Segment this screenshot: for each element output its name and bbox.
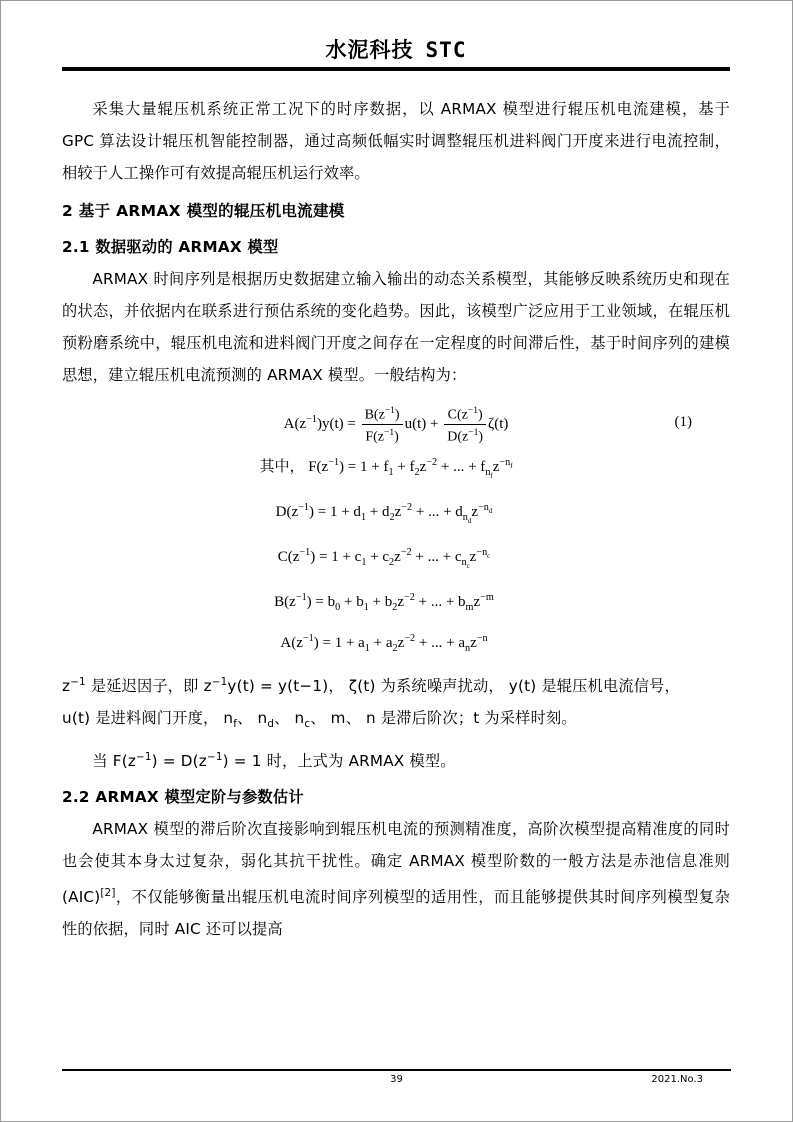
heading-subsection-2-1: 2.1 数据驱动的 ARMAX 模型 [62,238,279,256]
paragraph-2-1: ARMAX 时间序列是根据历史数据建立输入输出的动态关系模型，其能够反映系统历史和现在的状态，并依据内在联系进行预估系统的变化趋势。因此，该模型广泛应用于工业领域，在辊压机预粉磨系统中，辊压机电流和进料阀门开度之间存在一定程度的时间滞后性，基于时间序列的建模思想，建立辊压机电流预测的 ARMAX 模型。一般结构为： [62,270,730,384]
equation-D: $D(z^{-1}) = 1 + d_1 + d_2z^{-2}$ + ... + $d_{n_d}z^{-n_d}$ [275,502,493,526]
journal-title [326,34,467,64]
journal-title-abbr: STC [425,38,467,62]
paragraph-intro: 采集大量辊压机系统正常工况下的时序数据，以 ARMAX 模型进行辊压机电流建模，基于 GPC 算法设计辊压机智能控制器，通过高频低幅实时调整辊压机进料阀门开度来进行电流控制，相较于人工操作可有效提高辊压机运行效率。 [62,100,730,182]
notation-line-1: $z^{-1}$ 是延迟因子，即 $z^{-1}y(t) = y(t-1)$， ζ(t) 为系统噪声扰动， y(t) 是辊压机电流信号， [62,676,680,696]
paragraph-when-condition [62,741,730,777]
when-condition-text: 当 $F(z^{-1}) = D(z^{-1}) = 1$ 时，上式为 ARMAX 模型。 [92,750,456,770]
heading-subsection-2-2: 2.2 ARMAX 模型定阶与参数估计 [62,787,304,806]
equation-A: $A(z^{-1}) = 1 + a_1 + a_2z^{-2}$ + ... + $a_nz^{-n}$ [280,633,488,655]
equation-B: $B(z^{-1}) = b_0 + b_1 + b_2z^{-2}$ + ... + $b_mz^{-m}$ [274,592,494,614]
paragraph-2-2-text: ARMAX 模型的滞后阶次直接影响到辊压机电流的预测精准度，高阶次模型提高精准度的同时也会使其本身太过复杂，弱化其抗干扰性。确定 ARMAX 模型阶数的一般方法是赤池信息准则(AIC)[2]，不仅能够衡量出辊压机电流时间序列模型的适用性，而且能够提供其时间序列模型复杂性的依据，同时 AIC 还可以提高 [62,819,730,938]
paragraph-notation-2 [62,702,730,740]
equation-1-number: (1) [674,414,692,431]
footer-page-number: 39 [390,1074,403,1085]
page-content-area [62,34,730,1084]
article-body [62,93,730,945]
page-footer [62,1069,731,1088]
footer-row [62,1074,731,1088]
equation-F-label: 其中， [259,457,305,476]
equation-F: 其中， $F(z^{-1}) = 1 + f_1 + f_2z^{-2}$ + ... + $f_{n_f}z^{-n_f}$ [259,457,513,481]
equation-1 [62,397,730,447]
header-rule-bottom [62,69,730,71]
equation-1-expression: $A(z^{-1})y(t)$ = $\frac{B(z^{-1})}{F(z^{-1})}$ u(t) + $\frac{C(z^{-1})}{D(z^{-1})}$ ζ(t) [284,416,509,432]
paragraph-2-2 [62,813,730,945]
equation-C: $C(z^{-1}) = 1 + c_1 + c_2z^{-2}$ + ... + $c_{n_c}z^{-n_c}$ [277,547,491,571]
footer-issue: 2021.No.3 [651,1074,703,1085]
notation-line-2: u(t) 是进料阀门开度， $n_f$、 $n_d$、 $n_c$、 m、 n 是滞后阶次；t 为采样时刻。 [62,709,577,731]
equation-block [62,397,730,664]
footer-rule [62,1069,731,1071]
page-header [62,34,730,77]
journal-title-cn: 水泥科技 [325,38,414,62]
paragraph-notation-1 [62,666,730,702]
citation-ref-2: [2] [100,886,116,899]
heading-section-2: 2 基于 ARMAX 模型的辊压机电流建模 [62,202,345,220]
